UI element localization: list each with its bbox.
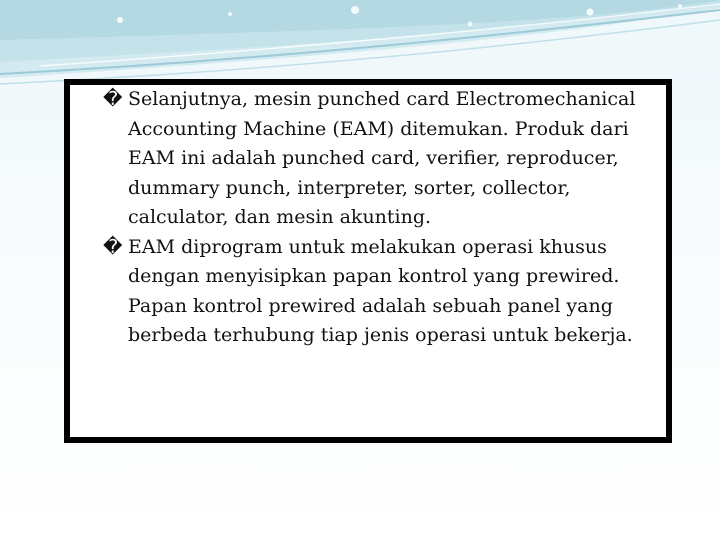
- content-frame: [64, 79, 672, 443]
- bullet-list: [103, 85, 676, 351]
- bullet-marker-icon: �: [103, 235, 123, 258]
- bullet-marker-icon: �: [103, 88, 123, 110]
- paragraph-text: EAM diprogram untuk melakukan operasi khusus dengan menyisipkan papan kontrol yang prewired. Papan kontrol prewired adalah sebuah panel yang berbeda terhubung tiap jenis operasi untuk bekerja.: [128, 235, 633, 346]
- bullet-item: [103, 85, 676, 233]
- bullet-item: [103, 233, 676, 351]
- decorative-wave-banner: [0, 0, 720, 90]
- paragraph-text: Selanjutnya, mesin punched card Electromechanical Accounting Machine (EAM) ditemukan. Produk dari EAM ini adalah punched card, verifier, reproducer, dummary punch, interpreter, sorter, collector, calculator, dan mesin akunting.: [128, 88, 636, 228]
